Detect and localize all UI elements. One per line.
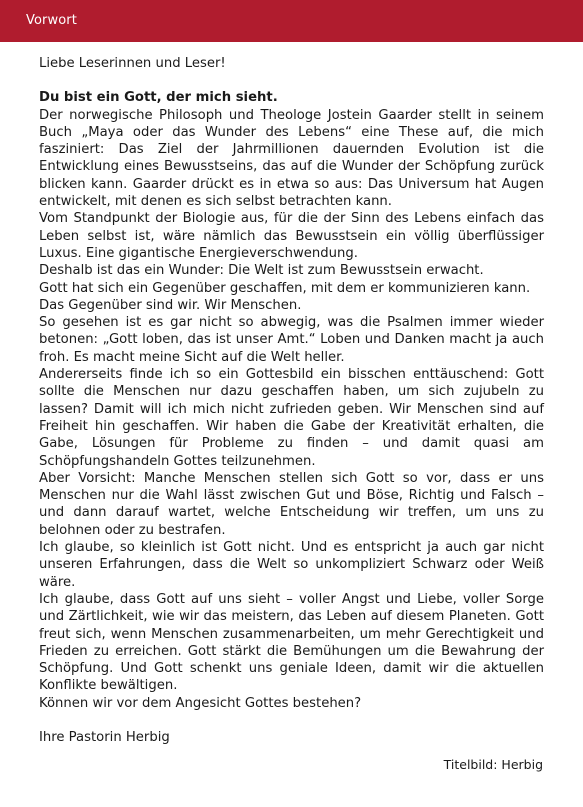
paragraph-11: Können wir vor dem Angesicht Gottes bestehen? [39,695,362,711]
section-title: Vorwort [26,13,77,28]
paragraph-8: Aber Vorsicht: Manche Menschen stellen sich Gott so vor, dass er uns Menschen nur die Wahl lässt zwischen Gut und Böse, Richtig und Falsch – und dann darauf wartet, welche Entscheidung wir treffen, um uns zu belohnen oder zu bestrafen. [39,470,544,538]
paragraph-5: Das Gegenüber sind wir. Wir Menschen. [39,297,302,313]
photo-credit: Titelbild: Herbig [443,757,543,772]
article-body [39,107,544,712]
article-heading: Du bist ein Gott, der mich sieht. [39,90,278,106]
signature: Ihre Pastorin Herbig [39,729,170,745]
header-bar [0,0,583,42]
paragraph-1: Der norwegische Philosoph und Theologe Jostein Gaarder stellt in seinem Buch „Maya oder das Wunder des Lebens“ eine These auf, die mich fasziniert: Das Ziel der Jahrmillionen dauernden Evolution ist die Entwicklung eines Bewusstseins, das auf die Wunder der Schöpfung zurück blicken kann. Gaarder drückt es in etwa so aus: Das Universum hat Augen entwickelt, mit denen es sich selbst betrachten kann. [39,107,544,210]
salutation: Liebe Leserinnen und Leser! [39,56,226,71]
paragraph-6: So gesehen ist es gar nicht so abwegig, was die Psalmen immer wieder betonen: „Gott loben, das ist unser Amt.“ Loben und Danken macht ja auch froh. Es macht meine Sicht auf die Welt heller. [39,315,544,365]
paragraph-10: Ich glaube, dass Gott auf uns sieht – voller Angst und Liebe, voller Sorge und Zärtlichkeit, wie wir das meistern, das Leben auf diesem Planeten. Gott freut sich, wenn Menschen zusammenarbeiten, um mehr Gerechtigkeit und Frieden zu erreichen. Gott stärkt die Bemühungen um die Bewahrung der Schöpfung. Und Gott schenkt uns geniale Ideen, damit wir die aktuellen Konflikte bewältigen. [39,591,544,694]
article [39,55,544,759]
paragraph-4: Gott hat sich ein Gegenüber geschaffen, mit dem er kommunizieren kann. [39,280,531,296]
paragraph-7: Andererseits finde ich so ein Gottesbild ein bisschen enttäuschend: Gott sollte die Menschen nur dazu geschaffen haben, um sich zujubeln zu lassen? Damit will ich mich nicht zufrieden geben. Wir Menschen sind auf Freiheit hin geschaffen. Wir haben die Gabe der Kreativität erhalten, die Gabe, Lösungen für Probleme zu finden – und damit quasi am Schöpfungshandeln Gottes teilzunehmen. [39,367,544,469]
paragraph-2: Vom Standpunkt der Biologie aus, für die der Sinn des Lebens einfach das Leben selbst ist, wäre nämlich das Bewusstsein ein völlig überflüssiger Luxus. Eine gigantische Energieverschwendung. [39,211,544,261]
paragraph-9: Ich glaube, so kleinlich ist Gott nicht. Und es entspricht ja auch gar nicht unseren Erfahrungen, dass die Welt so unkompliziert Schwarz oder Weiß wäre. [39,540,544,590]
paragraph-3: Deshalb ist das ein Wunder: Die Welt ist zum Bewusstsein erwacht. [39,263,484,279]
